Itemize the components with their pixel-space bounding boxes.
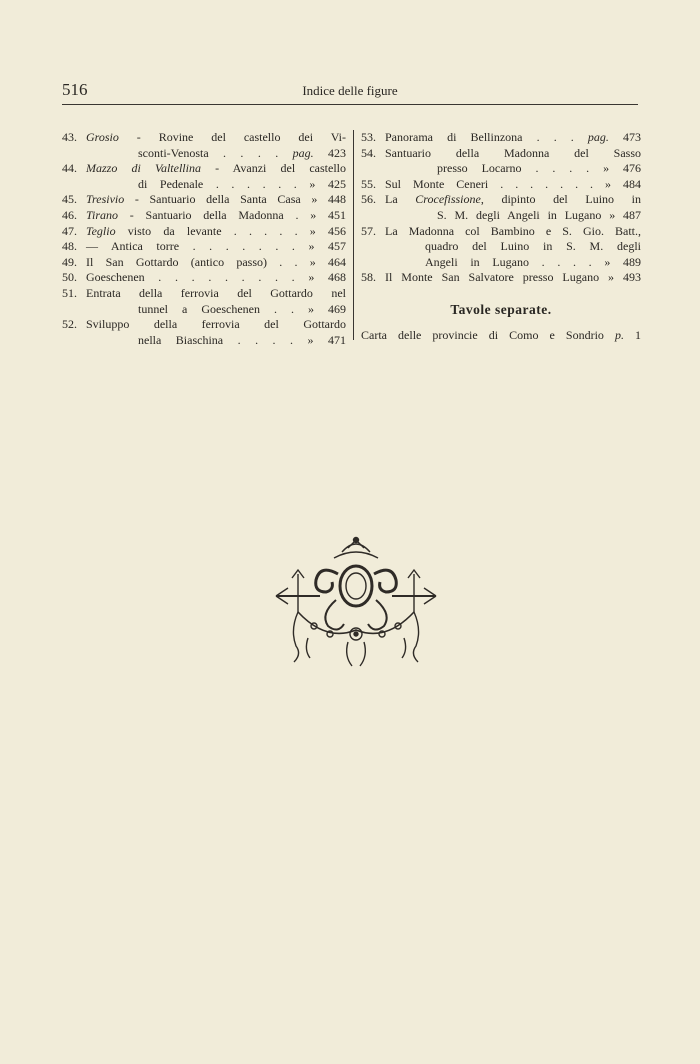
index-entry: [62, 161, 346, 192]
index-entry: [361, 224, 641, 271]
index-entry: [62, 224, 346, 240]
index-entry: [361, 177, 641, 193]
column-divider: [353, 130, 354, 340]
index-entry: [62, 192, 346, 208]
entry-number: 48.: [62, 239, 77, 254]
entry-number: 49.: [62, 254, 77, 269]
entry-line: Entrata della ferrovia del Gottardo nel: [86, 285, 346, 300]
entry-line: Il Monte San Salvatore presso Lugano » 493: [385, 270, 641, 285]
entry-number: 52.: [62, 317, 77, 332]
entry-line: Sul Monte Ceneri . . . . . . . » 484: [385, 176, 641, 191]
entry-line: Il San Gottardo (antico passo) . . » 464: [86, 254, 346, 269]
entry-line: Sviluppo della ferrovia del Gottardo: [86, 317, 346, 332]
entry-line: La Madonna col Bambino e S. Gio. Batt.,: [385, 223, 641, 238]
index-entry: [361, 270, 641, 286]
entry-line: Grosio - Rovine del castello dei Vi-: [86, 130, 346, 144]
entry-number: 50.: [62, 270, 77, 285]
header-rule: [62, 104, 638, 105]
entry-number: 44.: [62, 161, 77, 176]
entry-number: 46.: [62, 207, 77, 222]
entry-line: Santuario della Madonna del Sasso: [385, 145, 641, 160]
entry-number: 58.: [361, 270, 376, 285]
entry-line: S. M. degli Angeli in Lugano » 487: [437, 207, 641, 222]
index-entry: [361, 146, 641, 177]
right-entry-list: [361, 130, 641, 286]
page-header: [62, 80, 638, 104]
entry-number: 45.: [62, 192, 77, 207]
entry-line: Angeli in Lugano . . . . » 489: [425, 254, 641, 269]
index-entry: [62, 317, 346, 348]
left-column: [62, 130, 346, 348]
entry-number: 43.: [62, 130, 77, 144]
right-column: [361, 130, 641, 343]
entry-number: 56.: [361, 192, 376, 207]
entry-line: sconti-Venosta . . . . pag. 423: [138, 145, 346, 160]
index-entry: [62, 286, 346, 317]
entry-line: di Pedenale . . . . . . » 425: [138, 176, 346, 191]
index-entry: [62, 208, 346, 224]
entry-line: Teglio visto da levante . . . . . » 456: [86, 223, 346, 238]
index-entry: [62, 255, 346, 271]
entry-line: Tresivio - Santuario della Santa Casa » 448: [86, 192, 346, 207]
page-number: 516: [62, 80, 88, 99]
entry-line: quadro del Luino in S. M. degli: [425, 239, 641, 254]
entry-number: 47.: [62, 223, 77, 238]
entry-number: 54.: [361, 145, 376, 160]
index-entry: [361, 130, 641, 146]
entry-number: 57.: [361, 223, 376, 238]
entry-line: tunnel a Goeschenen . . » 469: [138, 301, 346, 316]
entry-line: Panorama di Bellinzona . . . pag. 473: [385, 130, 641, 144]
entry-line: nella Biaschina . . . . » 471: [138, 332, 346, 347]
index-entry: [62, 270, 346, 286]
entry-line: Mazzo di Valtellina - Avanzi del castello: [86, 161, 347, 176]
entry-line: Goeschenen . . . . . . . . . » 468: [86, 270, 346, 285]
entry-line: Tirano - Santuario della Madonna . » 451: [86, 207, 346, 222]
entry-number: 51.: [62, 285, 77, 300]
decorative-ornament-icon: [268, 534, 444, 672]
index-entry: [62, 130, 346, 161]
section-entry: Carta delle provincie di Como e Sondrio p. 1: [361, 327, 641, 342]
entry-line: — Antica torre . . . . . . . » 457: [86, 239, 346, 254]
index-entry: [361, 192, 641, 223]
section-title: Tavole separate.: [450, 301, 552, 317]
entry-number: 53.: [361, 130, 376, 144]
entry-line: presso Locarno . . . . » 476: [437, 161, 641, 176]
entry-number: 55.: [361, 176, 376, 191]
index-entry: [62, 239, 346, 255]
entry-line: La Crocefissione, dipinto del Luino in: [385, 192, 641, 207]
running-title: Indice delle figure: [302, 83, 398, 98]
